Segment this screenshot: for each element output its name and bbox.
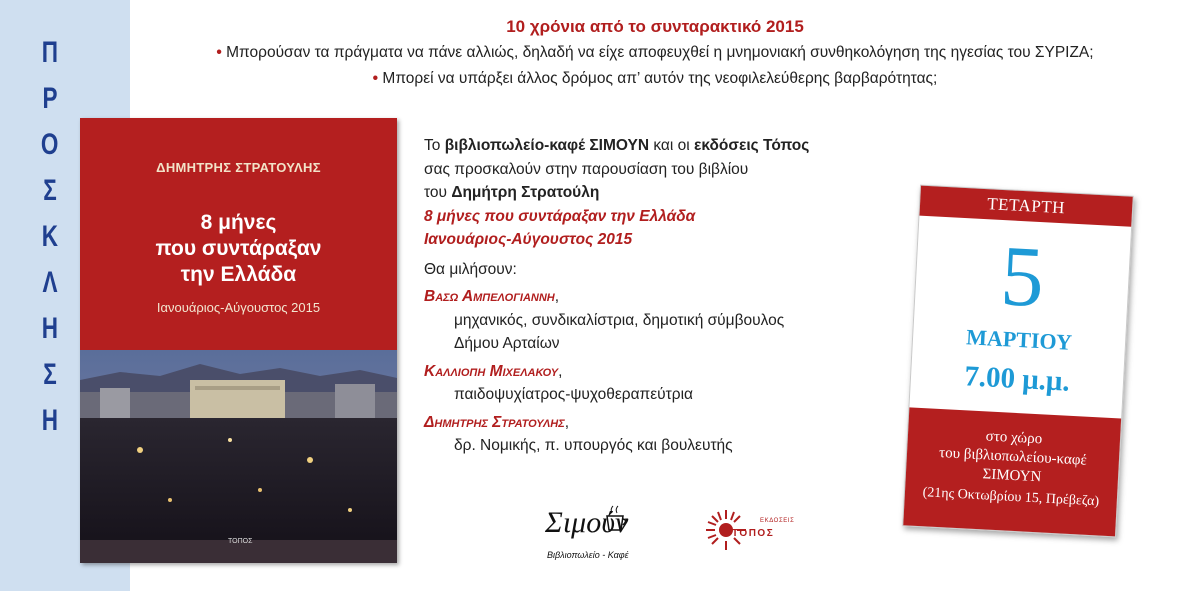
- invitation-line-3: [424, 181, 904, 205]
- simoun-logo-subtitle: Βιβλιοπωλείο - Καφέ: [547, 550, 629, 560]
- venue-line: του βιβλιοπωλείου-καφέ: [938, 445, 1088, 469]
- simoun-logo: [545, 498, 630, 566]
- topos-logo-label: ΕΚΔΟΣΕΙΣ: [760, 518, 795, 524]
- vertical-letter: Λ: [42, 266, 58, 299]
- vertical-letter: Κ: [41, 220, 59, 253]
- question-1: [140, 40, 1170, 66]
- invitation-line-2: σας προσκαλούν στην παρουσίαση του βιβλίου: [424, 160, 749, 178]
- comma: ,: [558, 362, 563, 380]
- venue-line: στο χώρο: [985, 428, 1043, 448]
- simoun-logo-name: Σιμούν: [545, 506, 629, 539]
- comma: ,: [554, 288, 560, 305]
- speaker-desc: Δήμου Αρταίων: [454, 335, 560, 352]
- card-address: (21ης Οκτωβρίου 15, Πρέβεζα): [922, 485, 1100, 510]
- book-cover: [80, 118, 397, 563]
- vertical-letter: Π: [41, 36, 59, 69]
- topos-logo-name: ΤΟΠΟΣ: [732, 528, 775, 539]
- speakers-heading: Θα μιλήσουν:: [424, 260, 517, 278]
- speaker-desc: δρ. Νομικής, π. υπουργός και βουλευτής: [454, 437, 733, 454]
- bullet: •: [216, 44, 222, 61]
- book-author: ΔΗΜΗΤΡΗΣ ΣΤΡΑΤΟΥΛΗΣ: [156, 160, 321, 175]
- speaker-desc: μηχανικός, συνδικαλίστρια, δημοτική σύμβουλος: [454, 311, 785, 329]
- vertical-letter: Σ: [43, 358, 57, 391]
- book-title: [80, 210, 397, 288]
- vertical-letter: Σ: [43, 174, 57, 207]
- bullet: •: [372, 70, 379, 87]
- card-weekday: ΤΕΤΑΡΤΗ: [919, 186, 1132, 227]
- speaker-row: [424, 411, 904, 435]
- invitation-line-1: [424, 134, 904, 158]
- header-title: 10 χρόνια από το συνταρακτικό 2015: [506, 17, 804, 36]
- card-day: 5: [998, 227, 1047, 326]
- publisher-name: εκδόσεις Τόπος: [694, 137, 810, 154]
- book-title-line: 8 μήνες: [200, 211, 277, 234]
- card-venue: [906, 407, 1122, 491]
- book-title-line: την Ελλάδα: [180, 263, 297, 286]
- speaker-name: Δημητρης Στρατουλης: [424, 413, 565, 431]
- question-2: [140, 66, 1170, 92]
- speaker-row: [424, 285, 904, 309]
- comma: ,: [564, 413, 570, 431]
- invitation-book-title: 8 μήνες που συντάραξαν την Ελλάδα: [424, 207, 696, 225]
- coffee-cup-icon: [603, 504, 629, 534]
- text: και οι: [649, 137, 695, 154]
- question-2-text: Μπορεί να υπάρξει άλλος δρόμος απ’ αυτόν της νεοφιλελεύθερης βαρβαρότητας;: [382, 70, 938, 87]
- bookstore-name: βιβλιοπωλείο-καφέ ΣΙΜΟΥΝ: [444, 137, 650, 154]
- vertical-letter: Ρ: [42, 82, 58, 115]
- author-name: Δημήτρη Στρατούλη: [451, 184, 600, 201]
- vertical-letter: Ο: [41, 128, 59, 161]
- venue-line: ΣΙΜΟΥΝ: [982, 466, 1042, 486]
- card-month: ΜΑΡΤΙΟΥ: [965, 324, 1073, 355]
- vertical-letter: Η: [41, 404, 59, 437]
- vertical-letter: Η: [41, 312, 59, 345]
- speaker-desc: παιδοψυχίατρος-ψυχοθεραπεύτρια: [454, 386, 693, 403]
- invitation-book-period: Ιανουάριος-Αύγουστος 2015: [424, 231, 633, 248]
- card-time: 7.00 μ.μ.: [963, 360, 1071, 398]
- speaker-name: Βασω Αμπελογιαννη: [424, 288, 555, 305]
- book-cover-photo: [80, 350, 397, 563]
- invitation-text: [424, 134, 904, 458]
- event-date-card: [902, 185, 1134, 538]
- speaker-name: Καλλιοπη Μιχελακου: [424, 362, 559, 380]
- book-subtitle: Ιανουάριος-Αύγουστος 2015: [156, 300, 321, 315]
- text: Το: [424, 137, 445, 154]
- question-1-text: Μπορούσαν τα πράγματα να πάνε αλλιώς, δηλαδή να είχε αποφευχθεί η μνημονιακή συνθηκολόγηση της ηγεσίας του ΣΥΡΙΖΑ;: [226, 44, 1094, 61]
- book-publisher-mark: ΤΟΠΟΣ: [228, 538, 253, 545]
- topos-logo: [700, 502, 795, 562]
- book-title-line: που συντάραξαν: [155, 237, 322, 260]
- text: του: [424, 184, 452, 201]
- speaker-row: [424, 360, 904, 384]
- header: [140, 14, 1170, 92]
- card-venue-band: [903, 407, 1121, 536]
